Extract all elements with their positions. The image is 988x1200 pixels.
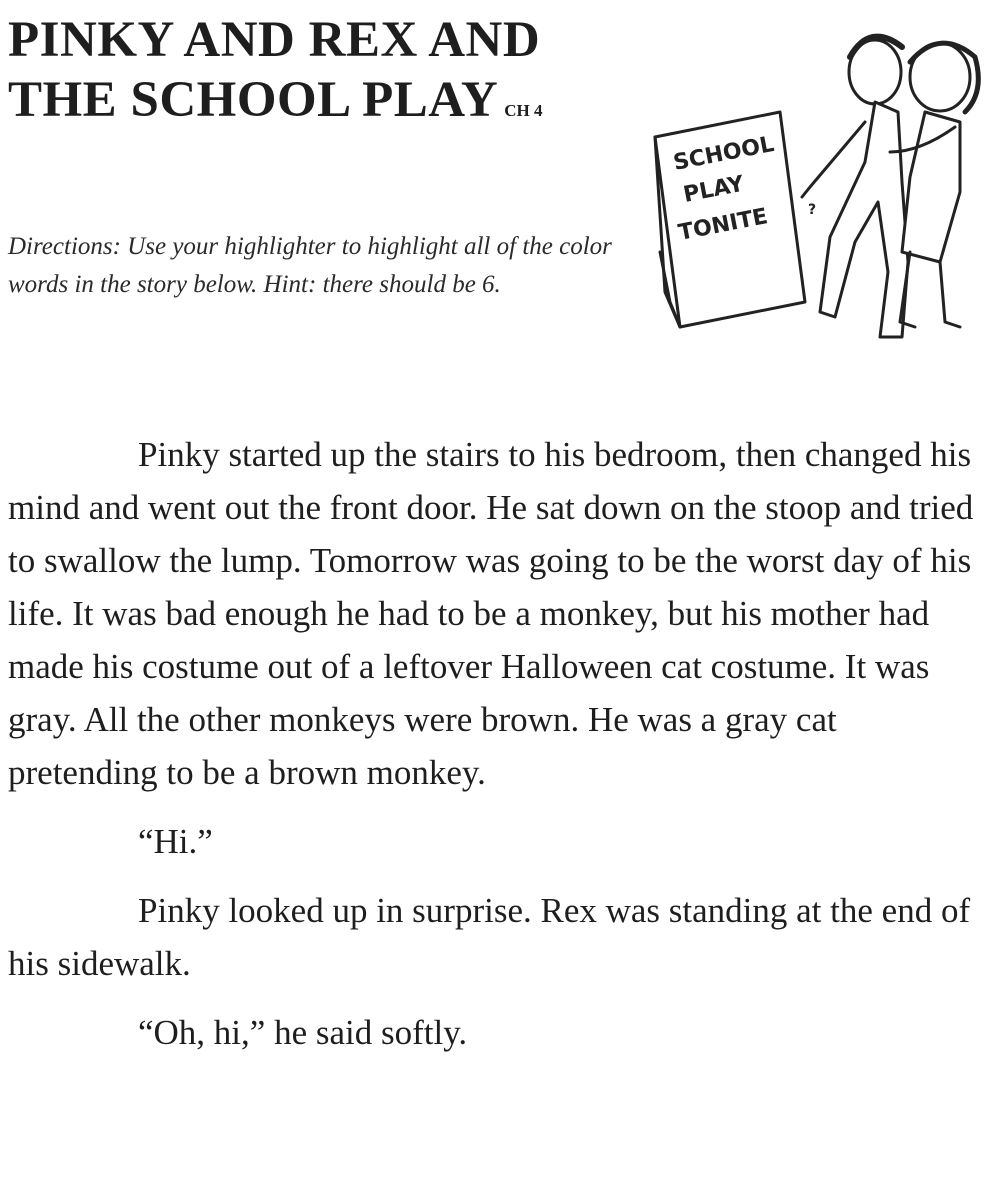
chapter-label: CH 4 <box>504 101 543 120</box>
sign-text-school: SCHOOL <box>671 131 777 176</box>
story-dialog-1: “Hi.” <box>138 822 213 861</box>
directions-text: Directions: Use your highlighter to highlight all of the color words in the story below. Hint: there should be 6. <box>8 233 612 298</box>
sign-text-tonite: TONITE <box>676 204 770 246</box>
sign-question-mark: ? <box>808 202 817 218</box>
school-play-illustration <box>640 2 985 342</box>
sign-text-play: PLAY <box>681 171 747 208</box>
worksheet-title <box>8 10 543 141</box>
story-dialog-2: “Oh, hi,” he said softly. <box>138 1013 468 1052</box>
story-paragraph-2: Pinky looked up in surprise. Rex was standing at the end of his sidewalk. <box>8 891 971 983</box>
title-line-1: PINKY AND REX AND <box>8 12 541 68</box>
story-paragraph-1: Pinky started up the stairs to his bedroom, then changed his mind and went out the front door. He sat down on the stoop and tried to swallow the lump. Tomorrow was going to be the worst day of his life. It was bad enough he had to be a monkey, but his mother had made his costume out of a leftover Halloween cat costume. It was gray. All the other monkeys were brown. He was a gray cat pretending to be a brown monkey. <box>8 435 974 792</box>
story-text <box>8 428 983 1059</box>
title-line-2: THE SCHOOL PLAY <box>8 72 499 128</box>
